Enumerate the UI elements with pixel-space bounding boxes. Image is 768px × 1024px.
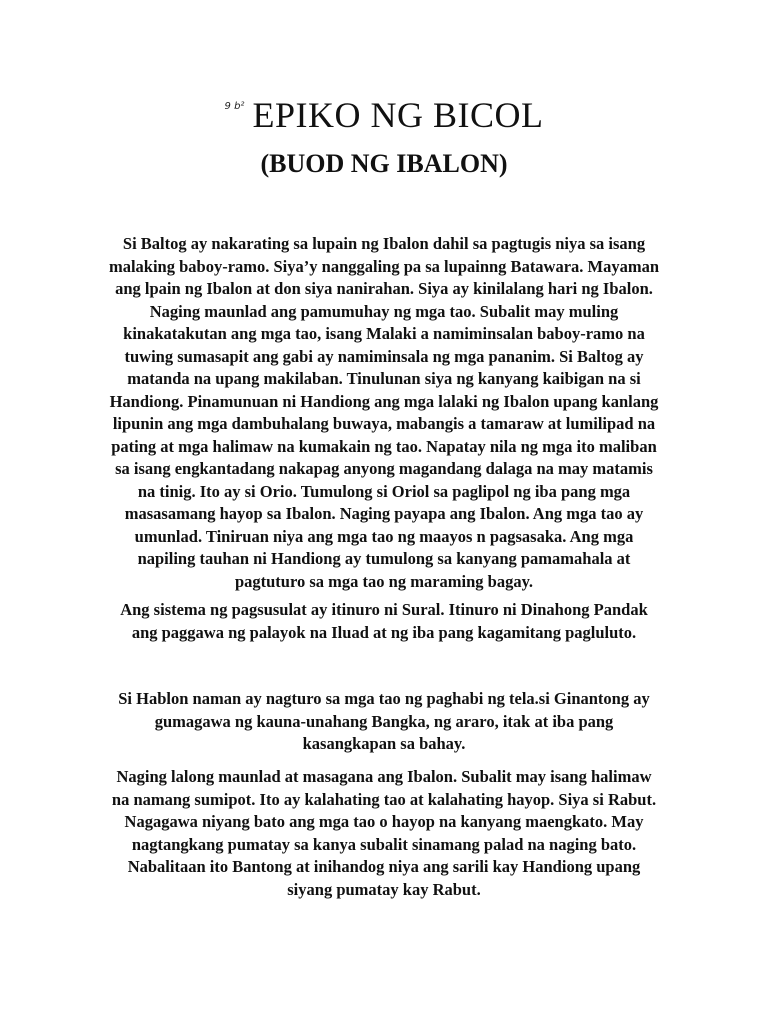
paragraph-line: kinakatakutan ang mga tao, isang Malaki a namiminsalan baboy-ramo na xyxy=(123,324,645,343)
paragraph-line: Si Hablon naman ay nagturo sa mga tao ng paghabi ng tela.si Ginantong ay xyxy=(118,689,650,708)
paragraph-line: Ang sistema ng pagsusulat ay itinuro ni Sural. Itinuro ni Dinahong Pandak xyxy=(120,600,648,619)
paragraph-line: Naging lalong maunlad at masagana ang Ibalon. Subalit may isang halimaw xyxy=(116,767,652,786)
paragraph-3 xyxy=(90,688,678,756)
paragraph-line: na tinig. Ito ay si Orio. Tumulong si Oriol sa paglipol ng iba pang mga xyxy=(137,481,631,501)
paragraph-line: masasamang hayop sa Ibalon. Naging payapa ang Ibalon. Ang mga tao ay xyxy=(124,504,644,523)
paragraph-4 xyxy=(90,766,678,901)
paragraph-1 xyxy=(90,233,678,593)
document-subtitle: (BUOD NG IBALON) xyxy=(260,149,508,178)
paragraph-line: nagtangkang pumatay sa kanya subalit sinamang palad na naging bato. xyxy=(131,834,637,854)
paragraph-line: pagtuturo sa mga tao ng maraming bagay. xyxy=(234,571,534,591)
paragraph-line: Handiong. Pinamunuan ni Handiong ang mga lalaki ng Ibalon upang kanlang xyxy=(109,391,659,411)
paragraph-line: Nagagawa niyang bato ang mga tao o hayop na kanyang maengkato. May xyxy=(124,812,644,831)
paragraph-line: siyang pumatay kay Rabut. xyxy=(287,879,481,899)
paragraph-line: kasangkapan sa bahay. xyxy=(302,734,466,753)
paragraph-line: Si Baltog ay nakarating sa lupain ng Ibalon dahil sa pagtugis niya sa isang xyxy=(122,234,646,253)
paragraph-line: na namang sumipot. Ito ay kalahating tao at kalahating hayop. Siya si Rabut. xyxy=(111,789,657,809)
paragraph-line: lipunin ang mga dambuhalang buwaya, mabangis a tamaraw at lumilipad na xyxy=(112,414,656,433)
document-title: EPIKO NG BICOL xyxy=(252,95,544,135)
paragraph-line: Naging maunlad ang pamumuhay ng mga tao. Subalit may muling xyxy=(149,301,619,321)
paragraph-line: napiling tauhan ni Handiong ay tumulong sa kanyang pamamahala at xyxy=(137,549,631,568)
paragraph-line: ang lpain ng Ibalon at don siya nanirahan. Siya ay kinilalang hari ng Ibalon. xyxy=(115,279,653,298)
paragraph-line: matanda na upang makilaban. Tinulunan siya ng kanyang kaibigan na si xyxy=(127,369,641,388)
paragraph-2 xyxy=(90,599,678,644)
paragraph-line: umunlad. Tiniruan niya ang mga tao ng maayos n pagsasaka. Ang mga xyxy=(134,526,634,546)
paragraph-line: ang paggawa ng palayok na Iluad at ng iba pang kagamitang pagluluto. xyxy=(131,622,637,642)
paragraph-line: sa isang engkantadang nakapag anyong magandang dalaga na may matamis xyxy=(115,459,653,478)
paragraph-line: malaking baboy-ramo. Siya’y nanggaling pa sa lupainng Batawara. Mayaman xyxy=(108,256,660,276)
paragraph-line: pating at mga halimaw na kumakain ng tao. Napatay nila ng mga ito maliban xyxy=(111,436,657,456)
paragraph-line: gumagawa ng kauna-unahang Bangka, ng araro, itak at iba pang xyxy=(154,711,614,731)
title-row xyxy=(0,94,768,136)
paragraph-line: tuwing sumasapit ang gabi ay namiminsala ng mga pananim. Si Baltog ay xyxy=(124,346,644,366)
paragraph-line: Nabalitaan ito Bantong at inihandog niya ang sarili kay Handiong upang xyxy=(127,857,641,876)
handwritten-margin-note: 9 b² xyxy=(224,101,245,112)
